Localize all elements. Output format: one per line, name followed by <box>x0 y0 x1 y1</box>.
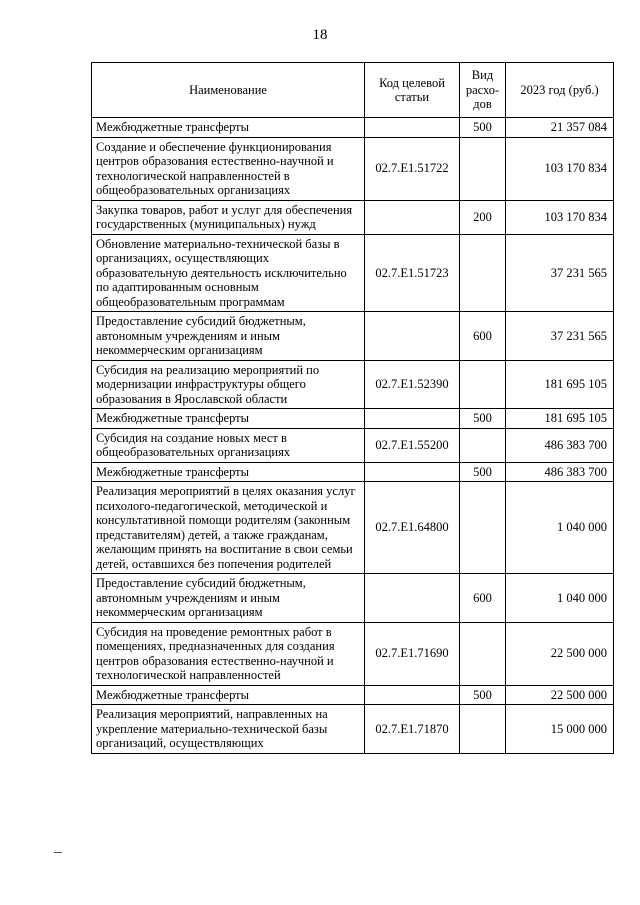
budget-table <box>91 62 614 754</box>
header-type: Вид расхо-дов <box>460 63 506 118</box>
cell-amount: 1 040 000 <box>506 574 614 623</box>
cell-code <box>365 200 460 234</box>
cell-type: 200 <box>460 200 506 234</box>
cell-code <box>365 574 460 623</box>
table-row <box>92 200 614 234</box>
cell-type: 500 <box>460 118 506 138</box>
cell-name: Межбюджетные трансферты <box>92 409 365 429</box>
cell-type <box>460 234 506 312</box>
cell-name: Предоставление субсидий бюджетным, автономным учреждениям и иным некоммерческим организациям <box>92 312 365 361</box>
cell-name: Реализация мероприятий, направленных на укрепление материально-технической базы организаций, осуществляющих <box>92 705 365 754</box>
cell-amount: 37 231 565 <box>506 234 614 312</box>
cell-code <box>365 409 460 429</box>
cell-name: Межбюджетные трансферты <box>92 685 365 705</box>
table-row <box>92 622 614 685</box>
cell-type <box>460 705 506 754</box>
cell-amount: 22 500 000 <box>506 685 614 705</box>
cell-name: Субсидия на реализацию мероприятий по модернизации инфраструктуры общего образования в Ярославской области <box>92 360 365 409</box>
cell-name: Субсидия на создание новых мест в общеобразовательных организациях <box>92 428 365 462</box>
page-number: 18 <box>312 27 328 43</box>
table-row <box>92 137 614 200</box>
scan-mark <box>54 852 62 853</box>
cell-code <box>365 118 460 138</box>
header-amount: 2023 год (руб.) <box>506 63 614 118</box>
table-row <box>92 705 614 754</box>
cell-amount: 486 383 700 <box>506 462 614 482</box>
cell-name: Создание и обеспечение функционирования центров образования естественно-научной и технологической направленностей в общеобразовательных организациях <box>92 137 365 200</box>
table-row <box>92 685 614 705</box>
cell-amount: 15 000 000 <box>506 705 614 754</box>
table-row <box>92 312 614 361</box>
cell-name: Закупка товаров, работ и услуг для обеспечения государственных (муниципальных) нужд <box>92 200 365 234</box>
cell-name: Межбюджетные трансферты <box>92 118 365 138</box>
cell-code <box>365 312 460 361</box>
cell-amount: 37 231 565 <box>506 312 614 361</box>
table-body <box>92 118 614 754</box>
table-row <box>92 462 614 482</box>
cell-name: Реализация мероприятий в целях оказания услуг психолого-педагогической, методической и консультативной помощи родителям (законным представителям) детей, а также гражданам, желающим принять на воспитание в свои семьи детей, оставшихся без попечения родителей <box>92 482 365 574</box>
cell-amount: 1 040 000 <box>506 482 614 574</box>
cell-name: Обновление материально-технической базы в организациях, осуществляющих образовательную деятельность исключительно по адаптированным основным общеобразовательным программам <box>92 234 365 312</box>
table-row <box>92 234 614 312</box>
cell-code: 02.7.E1.71690 <box>365 622 460 685</box>
cell-type: 500 <box>460 462 506 482</box>
cell-code <box>365 462 460 482</box>
cell-amount: 486 383 700 <box>506 428 614 462</box>
cell-code <box>365 685 460 705</box>
table-row <box>92 360 614 409</box>
cell-code: 02.7.E1.64800 <box>365 482 460 574</box>
table-row <box>92 574 614 623</box>
table-row <box>92 409 614 429</box>
cell-amount: 103 170 834 <box>506 137 614 200</box>
cell-type: 500 <box>460 685 506 705</box>
cell-code: 02.7.E1.51722 <box>365 137 460 200</box>
cell-type <box>460 482 506 574</box>
table-row <box>92 118 614 138</box>
header-name: Наименование <box>92 63 365 118</box>
cell-amount: 181 695 105 <box>506 409 614 429</box>
cell-code: 02.7.E1.55200 <box>365 428 460 462</box>
cell-name: Субсидия на проведение ремонтных работ в помещениях, предназначенных для создания центров образования естественно-научной и технологической направленностей <box>92 622 365 685</box>
cell-code: 02.7.E1.51723 <box>365 234 460 312</box>
table-row <box>92 482 614 574</box>
cell-type <box>460 622 506 685</box>
cell-name: Межбюджетные трансферты <box>92 462 365 482</box>
cell-type <box>460 428 506 462</box>
table-header-row <box>92 63 614 118</box>
cell-amount: 21 357 084 <box>506 118 614 138</box>
cell-amount: 22 500 000 <box>506 622 614 685</box>
cell-type <box>460 360 506 409</box>
table-row <box>92 428 614 462</box>
header-code: Код целевой статьи <box>365 63 460 118</box>
cell-code: 02.7.E1.52390 <box>365 360 460 409</box>
cell-type: 600 <box>460 312 506 361</box>
cell-type: 500 <box>460 409 506 429</box>
cell-type <box>460 137 506 200</box>
cell-code: 02.7.E1.71870 <box>365 705 460 754</box>
cell-amount: 181 695 105 <box>506 360 614 409</box>
cell-type: 600 <box>460 574 506 623</box>
cell-name: Предоставление субсидий бюджетным, автономным учреждениям и иным некоммерческим организациям <box>92 574 365 623</box>
cell-amount: 103 170 834 <box>506 200 614 234</box>
